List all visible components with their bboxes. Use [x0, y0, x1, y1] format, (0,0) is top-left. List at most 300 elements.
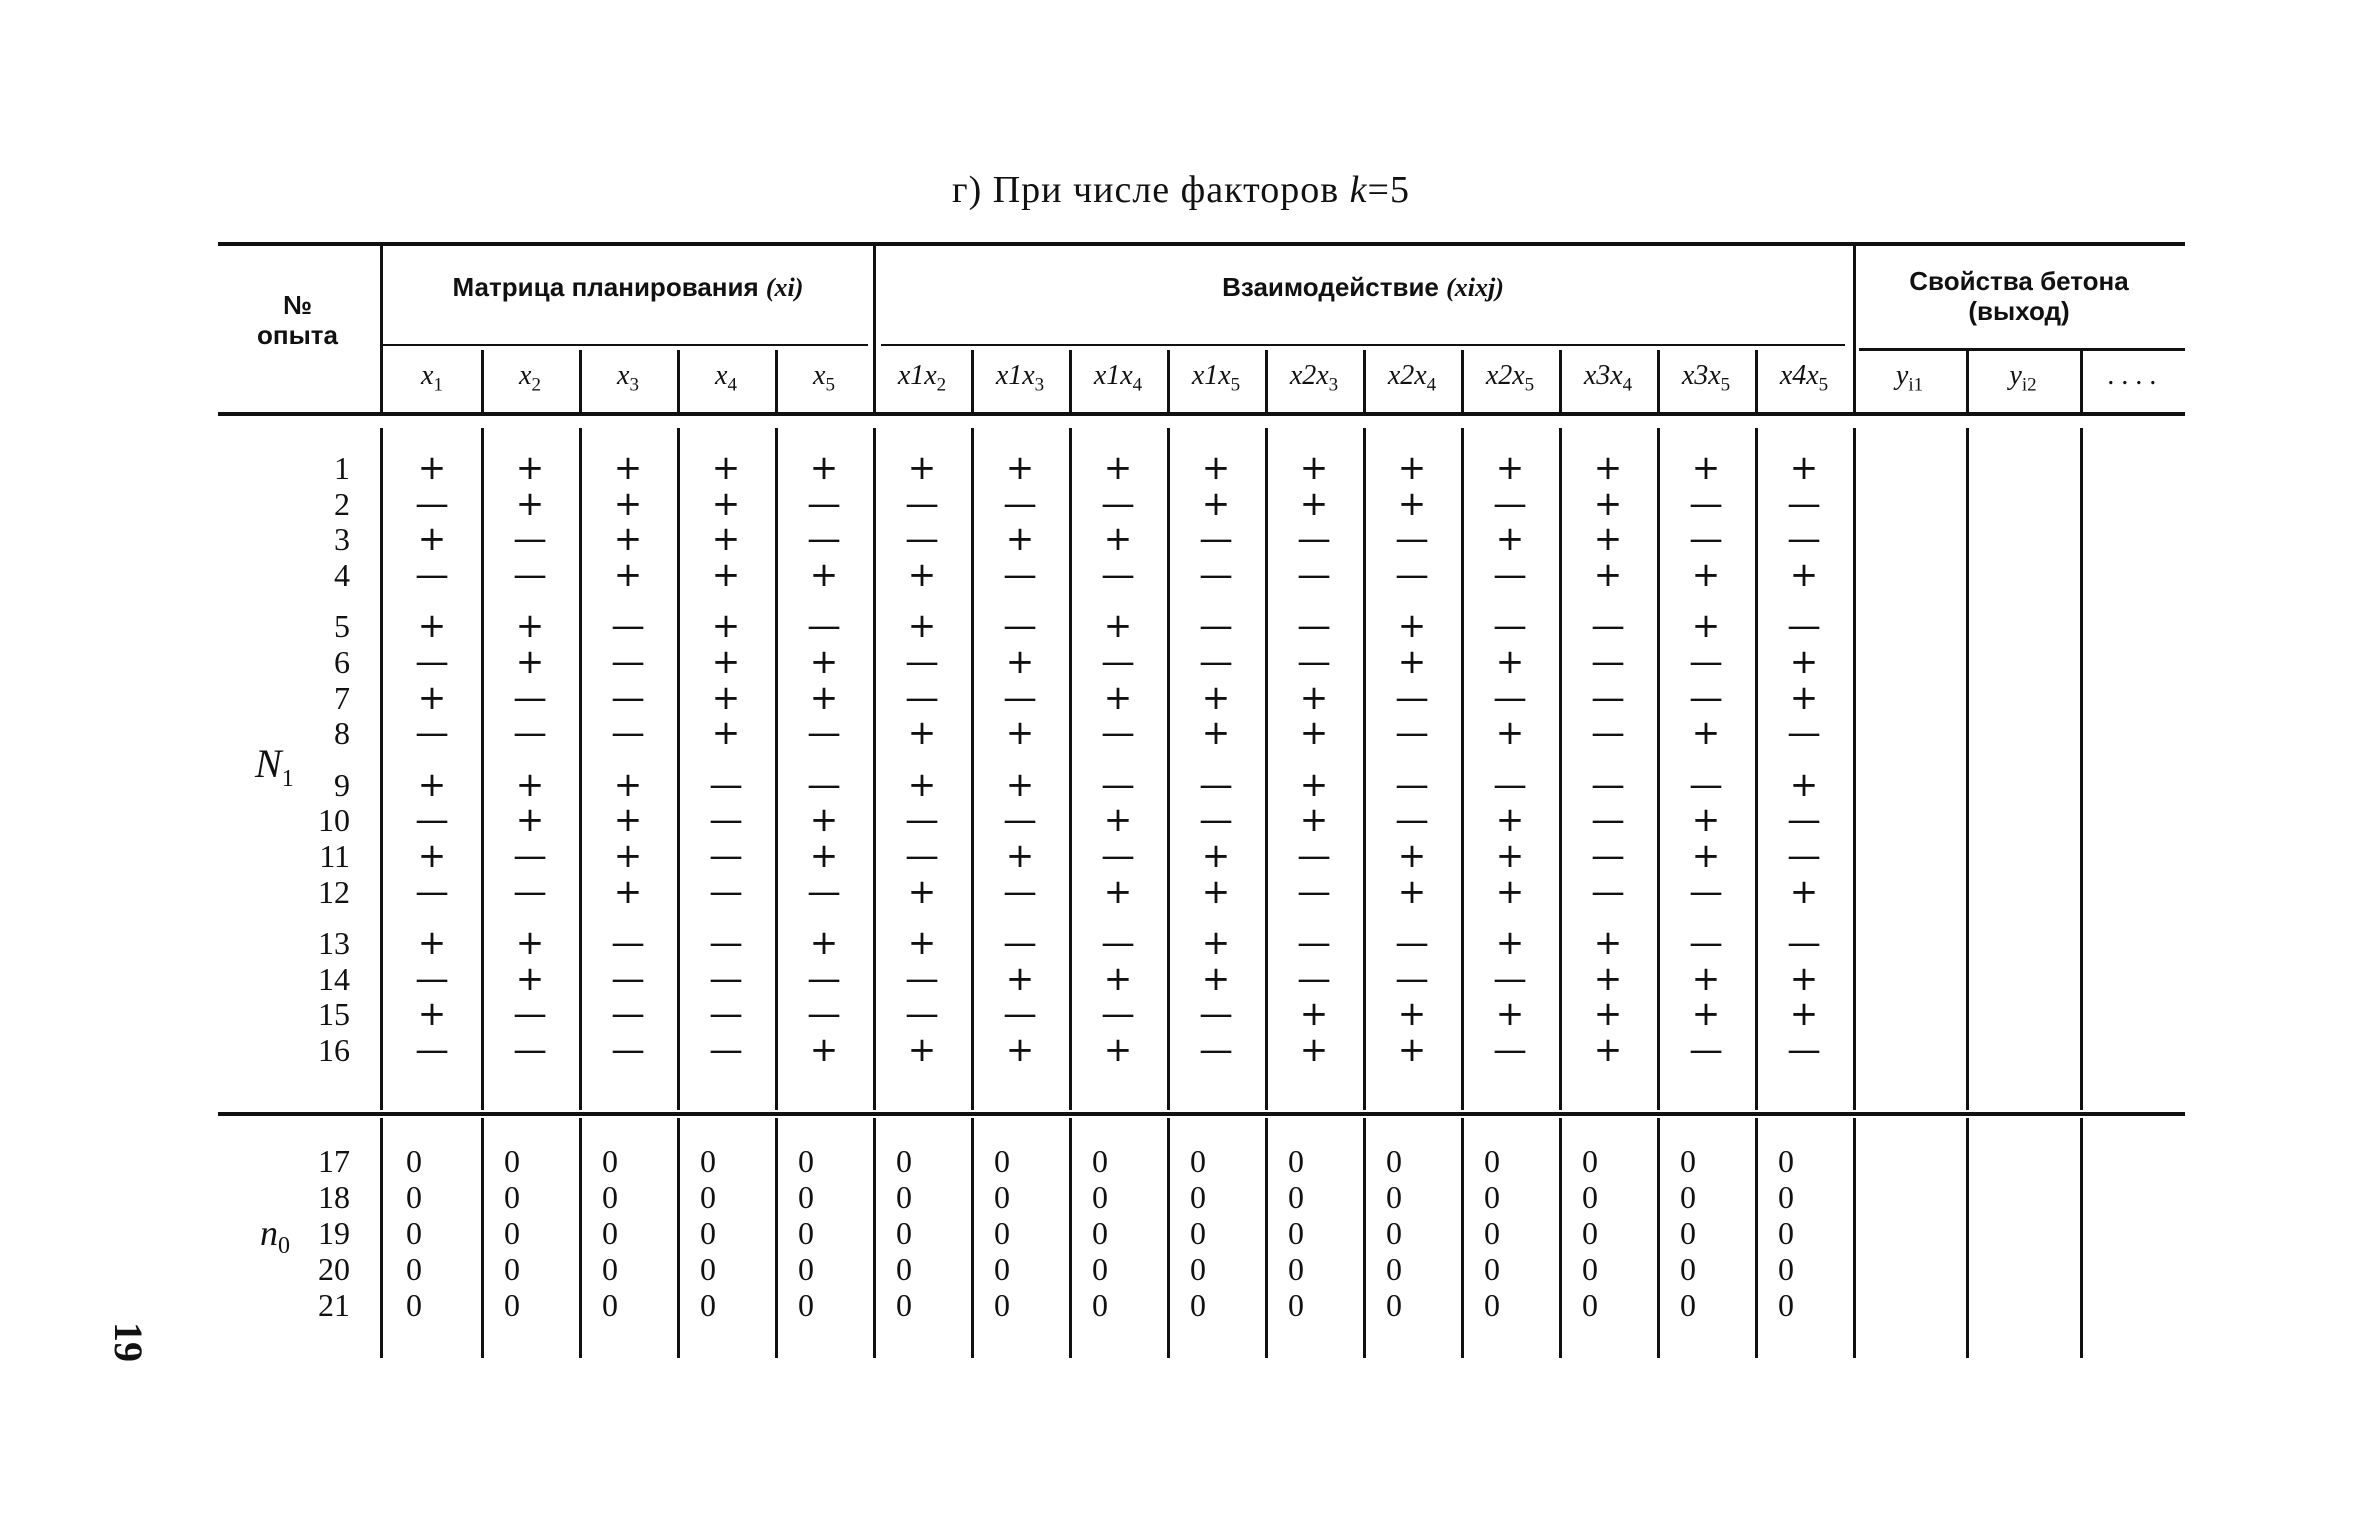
table-cell: +	[515, 606, 545, 647]
table-cell: 0	[1386, 1251, 1402, 1287]
title-equals: =5	[1367, 169, 1410, 211]
table-cell: 0	[1484, 1251, 1500, 1287]
table-cell: —	[1493, 677, 1527, 718]
group-label-n1: $N_1$	[255, 741, 294, 792]
table-cell: —	[1101, 642, 1135, 682]
table-cell: +	[809, 836, 839, 876]
header-interaction	[873, 272, 1853, 303]
table-cell: —	[1199, 1030, 1233, 1070]
header-experiment-no: № опыта	[257, 290, 338, 350]
table-cell: —	[415, 483, 449, 524]
table-cell: +	[417, 764, 447, 805]
table-cell: —	[1689, 764, 1723, 805]
table-cell: +	[1299, 713, 1329, 754]
row-number: 6	[334, 644, 350, 680]
table-cell: 0	[602, 1215, 618, 1251]
table-cell: +	[613, 519, 643, 560]
row-number: 3	[334, 521, 350, 558]
table-cell: —	[1003, 677, 1037, 718]
table-cell: —	[1101, 923, 1135, 964]
group-label-n0: $n_0$	[260, 1213, 290, 1260]
table-cell: —	[905, 958, 939, 999]
table-cell: 0	[406, 1143, 422, 1179]
table-cell: —	[1003, 800, 1037, 841]
table-cell: —	[1689, 519, 1723, 560]
table-cell: 0	[1288, 1251, 1304, 1287]
table-cell: —	[709, 800, 743, 841]
table-cell: —	[1395, 958, 1429, 999]
table-cell: +	[1789, 642, 1819, 682]
table-cell: 0	[896, 1251, 912, 1287]
table-cell: +	[809, 677, 839, 718]
row-number: 1	[334, 450, 350, 486]
table-cell: +	[809, 923, 839, 964]
table-cell: +	[809, 1030, 839, 1070]
table-cell: 0	[798, 1215, 814, 1251]
table-cell: +	[1691, 958, 1721, 999]
table-cell: —	[1297, 836, 1331, 876]
table-cell: +	[1397, 606, 1427, 647]
row-number: 15	[318, 996, 350, 1033]
table-cell: +	[1299, 483, 1329, 524]
table-cell: 0	[798, 1179, 814, 1215]
table-cell: 0	[700, 1215, 716, 1251]
table-cell: —	[1297, 642, 1331, 682]
col-header-9: $x1x_5$	[1191, 360, 1241, 396]
table-cell: +	[907, 923, 937, 964]
table-cell: +	[1299, 764, 1329, 805]
vline-out-0-g1	[1966, 428, 1969, 1110]
table-cell: +	[1691, 994, 1721, 1035]
rule-header-bottom	[218, 412, 2185, 416]
row-number: 18	[318, 1179, 350, 1215]
table-cell: —	[807, 606, 841, 647]
table-cell: +	[515, 642, 545, 682]
table-cell: +	[1789, 871, 1819, 912]
table-cell: —	[1787, 483, 1821, 524]
table-cell: —	[415, 642, 449, 682]
row-number: 11	[319, 838, 350, 874]
table-cell: —	[1297, 519, 1331, 560]
table-cell: +	[417, 606, 447, 647]
table-cell: +	[711, 554, 741, 595]
row-number: 20	[318, 1251, 350, 1287]
table-cell: +	[711, 642, 741, 682]
table-cell: 0	[896, 1143, 912, 1179]
table-cell: +	[613, 448, 643, 488]
table-cell: +	[1103, 800, 1133, 841]
table-cell: —	[1003, 871, 1037, 912]
col-header-8: $x1x_4$	[1093, 360, 1143, 396]
table-cell: —	[1591, 606, 1625, 647]
header-matrix-symbol: (xi)	[765, 273, 804, 302]
table-cell: +	[711, 713, 741, 754]
rule-matrix-sub	[383, 344, 868, 346]
table-cell: +	[1397, 871, 1427, 912]
table-cell: 0	[1288, 1215, 1304, 1251]
table-cell: 0	[1288, 1143, 1304, 1179]
table-cell: 0	[1680, 1251, 1696, 1287]
table-cell: +	[1103, 519, 1133, 560]
table-cell: 0	[1582, 1251, 1598, 1287]
table-cell: —	[1689, 871, 1723, 912]
table-cell: 0	[1092, 1251, 1108, 1287]
table-cell: —	[611, 1030, 645, 1070]
table-cell: +	[1103, 677, 1133, 718]
table-cell: 0	[1778, 1143, 1794, 1179]
table-cell: 0	[1778, 1179, 1794, 1215]
table-cell: 0	[1484, 1143, 1500, 1179]
table-cell: —	[807, 519, 841, 560]
table-cell: —	[1101, 554, 1135, 595]
table-cell: +	[1593, 554, 1623, 595]
header-output: Свойства бетона (выход)	[1909, 266, 2129, 326]
table-cell: +	[1005, 448, 1035, 488]
row-number: 5	[334, 608, 350, 645]
table-cell: +	[1299, 1030, 1329, 1070]
table-cell: 0	[504, 1179, 520, 1215]
table-cell: 0	[798, 1251, 814, 1287]
table-cell: +	[1593, 923, 1623, 964]
table-cell: +	[809, 800, 839, 841]
table-cell: —	[1493, 764, 1527, 805]
table-cell: +	[1495, 871, 1525, 912]
table-cell: 0	[602, 1179, 618, 1215]
table-cell: +	[1397, 1030, 1427, 1070]
table-cell: —	[1591, 871, 1625, 912]
col-header-5: $x_5$	[813, 360, 835, 396]
table-cell: +	[711, 677, 741, 718]
table-cell: —	[1395, 800, 1429, 841]
table-cell: 0	[406, 1215, 422, 1251]
table-cell: +	[809, 554, 839, 595]
table-cell: —	[807, 764, 841, 805]
page-number: 19	[106, 1322, 151, 1362]
table-cell: +	[515, 764, 545, 805]
table-cell: 0	[406, 1251, 422, 1287]
table-cell: —	[1297, 958, 1331, 999]
table-cell: 0	[700, 1251, 716, 1287]
vline-output-g1	[1853, 428, 1856, 1110]
table-cell: +	[417, 836, 447, 876]
table-cell: —	[1297, 923, 1331, 964]
table-cell: +	[1299, 448, 1329, 488]
table-cell: 0	[1680, 1287, 1696, 1323]
table-cell: 0	[1386, 1179, 1402, 1215]
col-header-14: $x3x_5$	[1681, 360, 1731, 396]
table-cell: +	[1593, 1030, 1623, 1070]
table-cell: —	[709, 836, 743, 876]
table-cell: —	[905, 519, 939, 560]
table-cell: 0	[1092, 1143, 1108, 1179]
table-cell: +	[1005, 519, 1035, 560]
table-cell: 0	[602, 1251, 618, 1287]
table-cell: +	[1005, 713, 1035, 754]
table-cell: +	[1593, 519, 1623, 560]
row-number: 14	[318, 960, 350, 997]
rule-top	[218, 242, 2185, 246]
table-cell: 0	[1484, 1215, 1500, 1251]
table-cell: 0	[504, 1251, 520, 1287]
table-cell: —	[1787, 800, 1821, 841]
header-interaction-symbol: (xixj)	[1446, 273, 1504, 302]
table-cell: —	[1493, 483, 1527, 524]
table-cell: +	[1201, 836, 1231, 876]
table-cell: +	[1005, 958, 1035, 999]
col-header-1: $x_1$	[421, 360, 443, 396]
table-cell: —	[1591, 836, 1625, 876]
table-cell: 0	[1778, 1287, 1794, 1323]
table-cell: —	[1689, 483, 1723, 524]
table-cell: —	[1689, 642, 1723, 682]
table-cell: —	[1101, 483, 1135, 524]
table-cell: 0	[1582, 1215, 1598, 1251]
vline-out-1-g2	[2080, 1118, 2083, 1358]
table-cell: +	[1299, 994, 1329, 1035]
table-cell: +	[1397, 836, 1427, 876]
table-cell: +	[1201, 677, 1231, 718]
row-number: 9	[334, 766, 350, 803]
table-cell: —	[905, 677, 939, 718]
vline-output-g2	[1853, 1118, 1856, 1358]
table-cell: —	[1395, 677, 1429, 718]
table-cell: —	[1101, 713, 1135, 754]
row-number: 13	[318, 925, 350, 962]
table-cell: +	[613, 836, 643, 876]
table-cell: —	[415, 554, 449, 595]
table-cell: —	[1395, 554, 1429, 595]
table-cell: 0	[700, 1143, 716, 1179]
table-cell: +	[1495, 994, 1525, 1035]
table-cell: 0	[896, 1179, 912, 1215]
table-cell: —	[415, 871, 449, 912]
table-cell: —	[1003, 606, 1037, 647]
table-cell: +	[907, 713, 937, 754]
table-cell: —	[1199, 642, 1233, 682]
col-header-15: $x4x_5$	[1779, 360, 1829, 396]
rule-inter-sub	[881, 344, 1845, 346]
row-number: 2	[334, 485, 350, 522]
table-cell: —	[1199, 519, 1233, 560]
table-cell: —	[513, 994, 547, 1035]
table-cell: +	[1397, 448, 1427, 488]
table-cell: 0	[1778, 1251, 1794, 1287]
table-cell: 0	[1092, 1179, 1108, 1215]
table-cell: +	[1103, 958, 1133, 999]
table-cell: —	[905, 800, 939, 841]
table-cell: 0	[994, 1143, 1010, 1179]
table-cell: —	[1003, 994, 1037, 1035]
table-cell: +	[711, 606, 741, 647]
col-header-6: $x1x_2$	[897, 360, 947, 396]
table-cell: +	[1201, 448, 1231, 488]
table-cell: —	[1591, 642, 1625, 682]
table-cell: 0	[1386, 1143, 1402, 1179]
table-cell: —	[905, 483, 939, 524]
table-cell: 0	[406, 1287, 422, 1323]
table-cell: 0	[602, 1287, 618, 1323]
table-cell: —	[611, 994, 645, 1035]
table-cell: —	[1493, 606, 1527, 647]
table-cell: —	[1199, 764, 1233, 805]
table-cell: +	[809, 448, 839, 488]
title-prefix: г) При числе факторов	[952, 169, 1340, 211]
table-cell: 0	[1582, 1287, 1598, 1323]
table-cell: 0	[1190, 1287, 1206, 1323]
table-cell: —	[709, 994, 743, 1035]
table-cell: —	[709, 871, 743, 912]
table-cell: +	[907, 764, 937, 805]
table-cell: +	[1005, 642, 1035, 682]
table-cell: +	[1789, 764, 1819, 805]
table-cell: 0	[1288, 1179, 1304, 1215]
table-cell: +	[907, 871, 937, 912]
table-cell: +	[1103, 448, 1133, 488]
table-cell: +	[711, 483, 741, 524]
row-number: 21	[318, 1287, 350, 1323]
table-cell: —	[1101, 764, 1135, 805]
table-cell: —	[513, 1030, 547, 1070]
row-number: 10	[318, 802, 350, 839]
table-cell: +	[1593, 958, 1623, 999]
table-cell: —	[905, 994, 939, 1035]
table-cell: 0	[1778, 1215, 1794, 1251]
row-number: 4	[334, 556, 350, 593]
table-cell: +	[1789, 994, 1819, 1035]
table-cell: +	[907, 448, 937, 488]
table-cell: +	[907, 606, 937, 647]
table-cell: +	[1201, 713, 1231, 754]
table-cell: +	[1201, 958, 1231, 999]
table-cell: 0	[1092, 1215, 1108, 1251]
table-cell: +	[1691, 713, 1721, 754]
table-cell: —	[1003, 483, 1037, 524]
table-cell: 0	[1386, 1287, 1402, 1323]
table-cell: —	[1297, 606, 1331, 647]
table-cell: +	[515, 958, 545, 999]
table-cell: 0	[1680, 1215, 1696, 1251]
table-cell: —	[1591, 713, 1625, 754]
row-number: 19	[318, 1215, 350, 1251]
table-cell: +	[613, 483, 643, 524]
table-cell: +	[1103, 871, 1133, 912]
col-header-2: $x_2$	[519, 360, 541, 396]
table-cell: —	[1493, 554, 1527, 595]
rule-output-sub	[1859, 348, 2185, 351]
table-cell: —	[1787, 713, 1821, 754]
table-cell: 0	[1190, 1251, 1206, 1287]
table-cell: 0	[406, 1179, 422, 1215]
col-header-13: $x3x_4$	[1583, 360, 1633, 396]
table-cell: +	[1789, 677, 1819, 718]
table-cell: 0	[504, 1215, 520, 1251]
table-cell: —	[611, 642, 645, 682]
table-cell: +	[417, 923, 447, 964]
table-cell: +	[1691, 448, 1721, 488]
table-cell: +	[1593, 483, 1623, 524]
table-cell: —	[513, 677, 547, 718]
col-header-12: $x2x_5$	[1485, 360, 1535, 396]
table-cell: +	[613, 764, 643, 805]
table-cell: —	[709, 1030, 743, 1070]
table-cell: —	[1395, 923, 1429, 964]
col-header-3: $x_3$	[617, 360, 639, 396]
table-cell: +	[515, 923, 545, 964]
table-cell: 0	[994, 1215, 1010, 1251]
table-cell: +	[1495, 713, 1525, 754]
table-cell: +	[417, 994, 447, 1035]
table-cell: —	[1199, 994, 1233, 1035]
table-cell: —	[1199, 606, 1233, 647]
table-cell: 0	[1190, 1179, 1206, 1215]
table-cell: —	[1689, 923, 1723, 964]
table-cell: —	[1591, 764, 1625, 805]
table-cell: —	[1787, 836, 1821, 876]
table-cell: +	[711, 519, 741, 560]
table-cell: 0	[798, 1143, 814, 1179]
title-variable: k	[1349, 169, 1368, 211]
table-cell: +	[1005, 764, 1035, 805]
table-cell: +	[1397, 642, 1427, 682]
table-cell: +	[1201, 923, 1231, 964]
table-cell: +	[1299, 800, 1329, 841]
table-cell: +	[515, 448, 545, 488]
table-cell: 0	[1680, 1179, 1696, 1215]
table-cell: —	[1395, 764, 1429, 805]
table-cell: +	[1495, 448, 1525, 488]
table-cell: —	[1689, 677, 1723, 718]
table-cell: +	[1103, 606, 1133, 647]
row-number: 7	[334, 679, 350, 716]
table-cell: +	[1691, 554, 1721, 595]
table-cell: 0	[1288, 1287, 1304, 1323]
table-cell: 0	[1092, 1287, 1108, 1323]
table-cell: —	[611, 677, 645, 718]
table-cell: —	[611, 958, 645, 999]
table-cell: +	[417, 677, 447, 718]
table-cell: —	[1395, 519, 1429, 560]
table-cell: —	[1003, 923, 1037, 964]
table-cell: —	[1101, 994, 1135, 1035]
table-cell: +	[1201, 483, 1231, 524]
table-cell: +	[907, 554, 937, 595]
table-cell: —	[807, 958, 841, 999]
col-header-11: $x2x_4$	[1387, 360, 1437, 396]
table-cell: 0	[1190, 1143, 1206, 1179]
table-cell: —	[905, 642, 939, 682]
table-cell: —	[1591, 677, 1625, 718]
table-cell: —	[807, 994, 841, 1035]
header-interaction-label: Взаимодействие	[1222, 272, 1447, 302]
table-cell: —	[1787, 606, 1821, 647]
table-cell: +	[1495, 519, 1525, 560]
vline-out-0-g2	[1966, 1118, 1969, 1358]
table-cell: 0	[700, 1179, 716, 1215]
table-cell: 0	[798, 1287, 814, 1323]
table-cell: 0	[994, 1179, 1010, 1215]
table-cell: +	[1103, 1030, 1133, 1070]
table-cell: +	[1201, 871, 1231, 912]
table-cell: +	[515, 483, 545, 524]
table-cell: 0	[1190, 1215, 1206, 1251]
table-cell: +	[1299, 677, 1329, 718]
table-cell: +	[1495, 642, 1525, 682]
table-cell: —	[1493, 958, 1527, 999]
table-cell: —	[807, 713, 841, 754]
table-cell: 0	[504, 1143, 520, 1179]
table-cell: —	[1689, 1030, 1723, 1070]
table-cell: +	[1005, 836, 1035, 876]
